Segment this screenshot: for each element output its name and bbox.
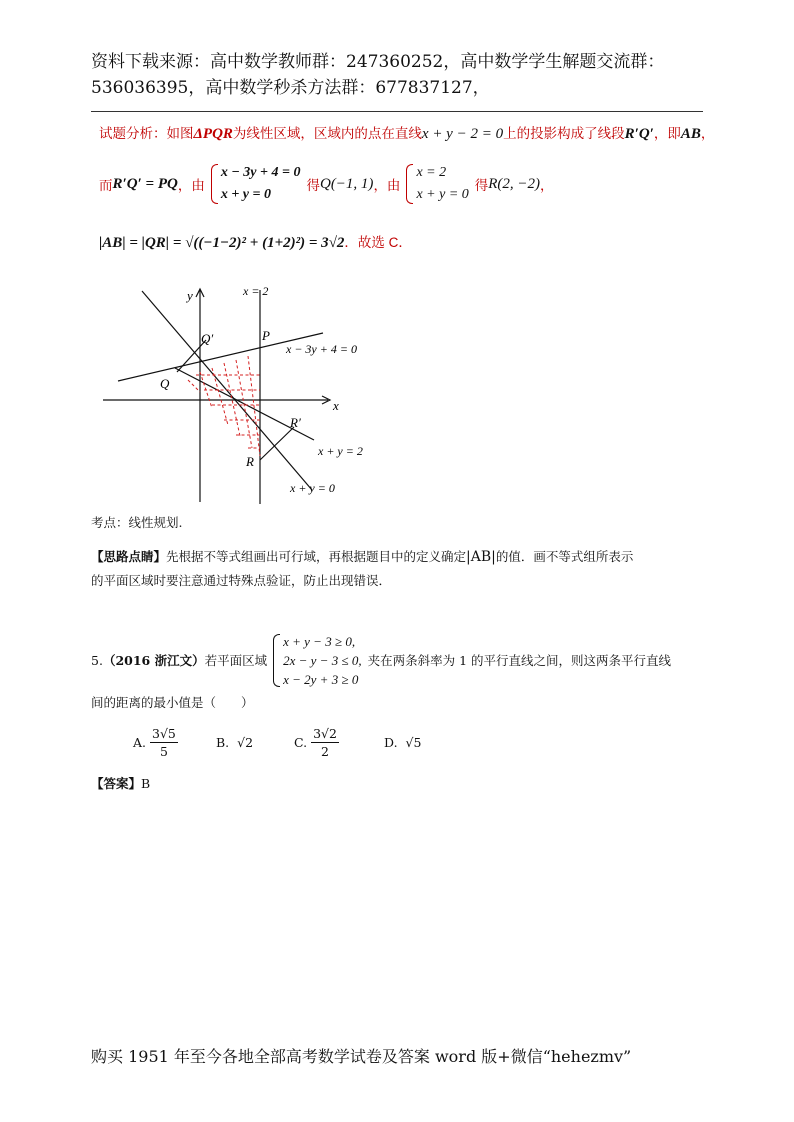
header-divider (91, 111, 703, 112)
note-line-1 (91, 546, 633, 568)
label-line-x-plus-y-0: x + y = 0 (290, 481, 335, 495)
option-a-label: A. (133, 735, 147, 750)
system-1-eq-1: x − 3y + 4 = 0 (220, 165, 301, 180)
problem-stem-suffix: 夹在两条斜率为 1 的平行直线之间，则这两条平行直线 (367, 652, 671, 668)
note-text-2: 的值．画不等式组所表示 (495, 549, 634, 564)
solution-end: ， (700, 126, 715, 141)
note-line-2: 的平面区域时要注意通过特殊点验证，防止出现错误． (91, 573, 392, 588)
option-c-numerator: 3√2 (313, 726, 337, 741)
footer-ad: 购买 1951 年至今各地全部高考数学试卷及答案 word 版+微信“hehezmv” (91, 1047, 632, 1066)
system-1-eq-2: x + y = 0 (220, 187, 271, 202)
equality-rq-pq: R′Q′ = PQ (112, 175, 178, 192)
option-a-denominator: 5 (159, 744, 168, 759)
option-b-value: √2 (237, 735, 254, 750)
problem-system (273, 632, 361, 689)
label-r: R (246, 454, 254, 469)
label-y-axis: y (187, 288, 193, 303)
get-text-1: 得 (306, 178, 320, 193)
option-d (384, 735, 421, 750)
distance-formula: |AB| = |QR| = √((−1−2)² + (1+2)²) = 3√2 (99, 235, 345, 251)
problem-stem-line-2: 间的距离的最小值是（ ） (91, 695, 254, 710)
option-a-numerator: 3√5 (152, 726, 176, 741)
segment-rq: R′Q′ (624, 126, 654, 142)
problem-ineq-1: x + y − 3 ≥ 0, (283, 634, 356, 649)
solution-mid2: 上的投影构成了线段 (503, 126, 625, 141)
label-q-prime: Q′ (201, 331, 214, 346)
answer-value: B (141, 776, 151, 791)
problem-ineq-2: 2x − y − 3 ≤ 0, (283, 653, 362, 668)
segment-ab: AB (680, 126, 701, 142)
solution-line-3 (99, 231, 412, 252)
label-x-axis: x (333, 398, 339, 413)
option-c-label: C. (294, 735, 308, 750)
by-text-1: ，由 (177, 178, 205, 193)
option-b (216, 735, 253, 750)
problem-number: 5. (91, 652, 103, 668)
option-c-denominator: 2 (321, 744, 329, 759)
option-a-fraction (150, 725, 178, 760)
option-b-label: B. (216, 735, 230, 750)
feasible-region-figure (100, 280, 390, 510)
point-r: R(2, −2) (488, 175, 541, 192)
system-2 (406, 162, 468, 206)
solution-line-2 (99, 162, 554, 206)
get-text-2: 得 (474, 178, 489, 193)
answer-tag: 【答案】 (91, 776, 142, 791)
problem-5-stem (91, 632, 671, 689)
solution-line-1 (99, 122, 714, 143)
label-q: Q (160, 376, 170, 391)
solution-mid: 为线性区域，区域内的点在直线 (232, 126, 422, 141)
note-tag: 【思路点睛】 (91, 549, 167, 564)
solution-line2-end: ， (540, 178, 554, 193)
problem-stem-prefix: 若平面区域 (204, 652, 268, 668)
label-line-x-plus-y-2: x + y = 2 (318, 444, 363, 458)
label-p: P (262, 328, 270, 343)
system-2-eq-2: x + y = 0 (416, 187, 469, 202)
kaodian: 考点：线性规划. (91, 515, 183, 530)
label-x-eq-2: x = 2 (243, 284, 269, 298)
projection-r-rprime (260, 427, 294, 460)
solution-tail: ，即 (653, 126, 681, 141)
option-c-fraction (311, 725, 339, 760)
solution-line2-prefix: 而 (99, 178, 113, 193)
triangle-pqr: ΔPQR (193, 126, 233, 142)
solution-prefix: 试题分析：如图 (99, 126, 194, 141)
line-x-3y-4 (118, 333, 323, 381)
header-line-2: 536036395，高中数学秒杀方法群：677837127， (91, 78, 490, 98)
answer-line (91, 773, 150, 795)
problem-ineq-3: x − 2y + 3 ≥ 0 (283, 672, 359, 687)
header-line-1: 资料下载来源：高中数学教师群：247360252，高中数学学生解题交流群： (91, 52, 665, 72)
problem-source: （2016 浙江文） (102, 652, 205, 668)
note-abs-ab: |AB| (466, 549, 496, 565)
note-text-1: 先根据不等式组画出可行域，再根据题目中的定义确定 (166, 549, 467, 564)
option-d-label: D. (384, 735, 398, 750)
by-text-2: ，由 (373, 178, 401, 193)
system-2-eq-1: x = 2 (416, 165, 447, 180)
system-1 (211, 162, 301, 206)
option-c (294, 725, 339, 760)
point-q: Q(−1, 1) (319, 175, 374, 192)
line-equation: x + y − 2 = 0 (421, 126, 504, 142)
option-a (133, 725, 178, 760)
label-r-prime: R′ (290, 415, 301, 430)
choose-c: ．故选 C． (344, 235, 412, 250)
option-d-value: √5 (405, 735, 422, 750)
label-line-x-3y-4: x − 3y + 4 = 0 (286, 342, 357, 356)
